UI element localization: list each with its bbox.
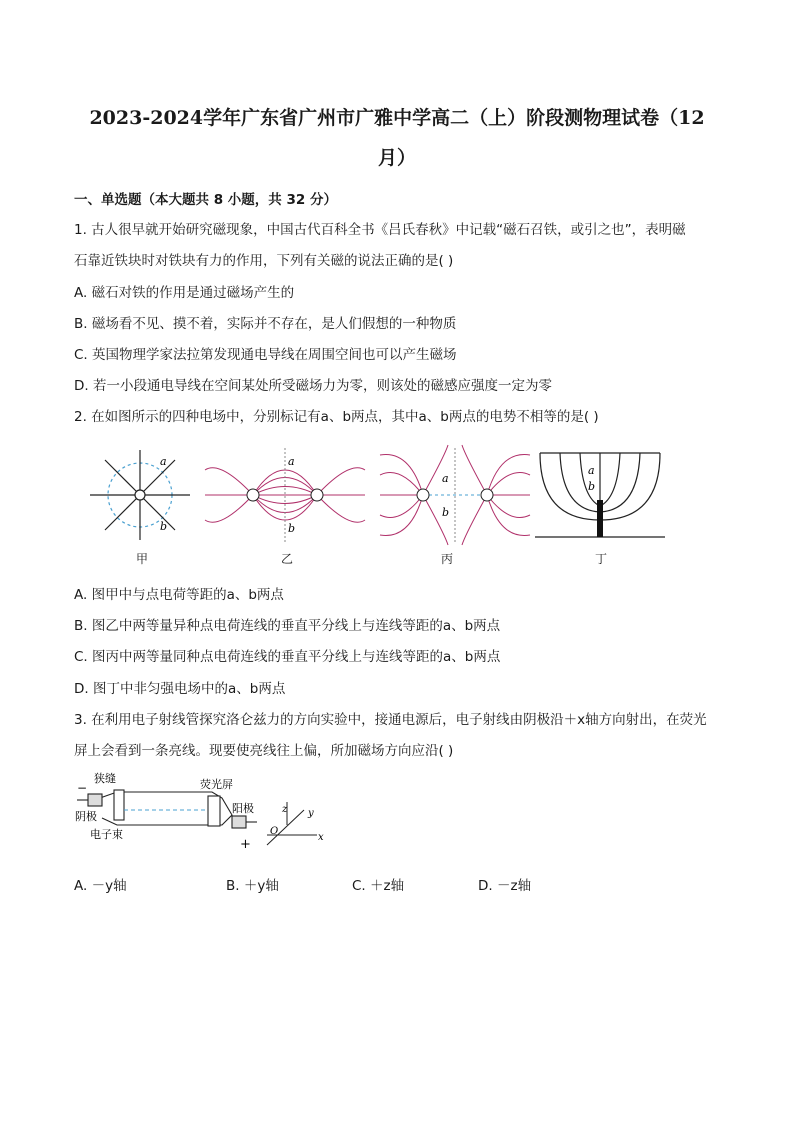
label-plus: + [240, 837, 251, 852]
q2-stem: 2. 在如图所示的四种电场中，分别标记有a、b两点，其中a、b两点的电势不相等的是( ) [74, 409, 599, 425]
q1-stem-line2: 石靠近铁块时对铁块有力的作用，下列有关磁的说法正确的是( ) [74, 253, 454, 269]
q2-option-b: B. 图乙中两等量异种点电荷连线的垂直平分线上与连线等距的a、b两点 [74, 618, 501, 634]
bing-label-b: b [442, 506, 450, 519]
q1-stem-line1: 1. 古人很早就开始研究磁现象，中国古代百科全书《吕氏春秋》中记载“磁石召铁，或引之也”，表明磁 [74, 222, 686, 238]
ding-label-b: b [588, 480, 596, 493]
title-line-1: 2023-2024学年广东省广州市广雅中学高二（上）阶段测物理试卷（12 [89, 107, 705, 129]
label-beam: 电子束 [90, 828, 123, 841]
section-heading: 一、单选题（本大题共 8 小题，共 32 分） [74, 192, 337, 208]
jia-label-b: b [160, 520, 168, 533]
q2-option-c: C. 图丙中两等量同种点电荷连线的垂直平分线上与连线等距的a、b两点 [74, 649, 501, 665]
caption-bing: 丙 [441, 552, 454, 566]
q2-field-figure [80, 440, 680, 565]
q3-tube-figure [72, 770, 332, 860]
bing-label-a: a [442, 472, 449, 485]
q3-stem-line2: 屏上会看到一条亮线。现要使亮线往上偏，所加磁场方向应沿( ) [74, 743, 454, 759]
label-axis-x: x [318, 832, 324, 843]
label-axis-z: z [282, 804, 288, 815]
caption-ding: 丁 [595, 552, 608, 566]
jia-label-a: a [160, 455, 167, 468]
label-anode: 阳极 [232, 802, 254, 815]
q2-option-a: A. 图甲中与点电荷等距的a、b两点 [74, 587, 284, 603]
label-slit: 狭缝 [94, 772, 116, 785]
label-cathode: 阴极 [75, 810, 97, 823]
ding-label-a: a [588, 464, 595, 477]
q3-option-c: C. ＋z轴 [352, 878, 405, 894]
q3-option-d: D. －z轴 [478, 878, 532, 894]
q1-option-d: D. 若一小段通电导线在空间某处所受磁场力为零，则该处的磁感应强度一定为零 [74, 378, 552, 394]
label-axis-y: y [308, 808, 314, 819]
caption-yi: 乙 [281, 552, 294, 566]
figure-jia [90, 450, 190, 540]
q3-option-b: B. ＋y轴 [226, 878, 279, 894]
q1-option-b: B. 磁场看不见、摸不着，实际并不存在，是人们假想的一种物质 [74, 316, 457, 332]
q1-option-a: A. 磁石对铁的作用是通过磁场产生的 [74, 285, 295, 301]
yi-label-a: a [288, 455, 295, 468]
figure-yi [205, 468, 365, 522]
yi-label-b: b [288, 522, 296, 535]
title-line-2: 月） [377, 147, 416, 169]
label-screen: 荧光屏 [200, 778, 233, 791]
q2-option-d: D. 图丁中非匀强电场中的a、b两点 [74, 681, 286, 697]
caption-jia: 甲 [136, 552, 149, 566]
label-minus: − [77, 781, 88, 795]
q3-option-a: A. －y轴 [74, 878, 127, 894]
q1-option-c: C. 英国物理学家法拉第发现通电导线在周围空间也可以产生磁场 [74, 347, 457, 363]
label-origin: O [270, 826, 279, 837]
q3-stem-line1: 3. 在利用电子射线管探究洛仑兹力的方向实验中，接通电源后，电子射线由阴极沿＋x轴方向射出，在荧光 [74, 712, 707, 728]
